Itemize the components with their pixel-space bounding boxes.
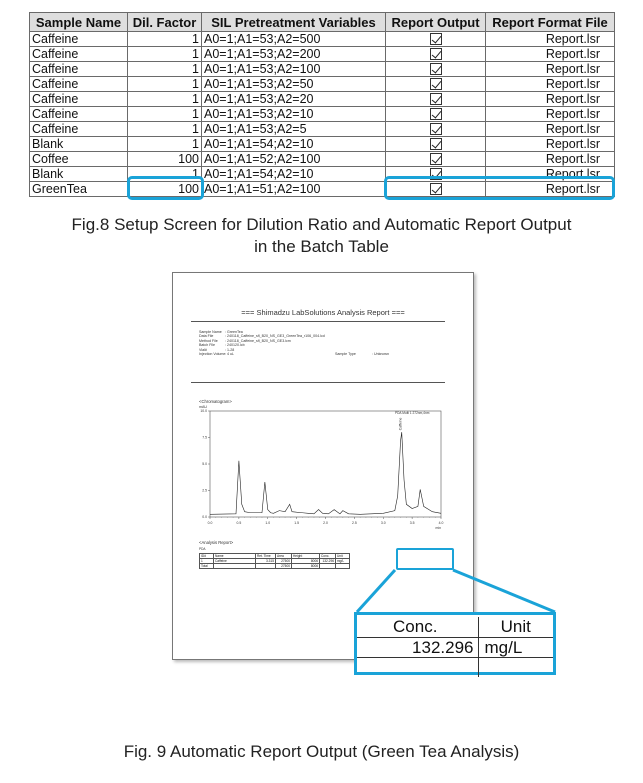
zoom-empty-cell bbox=[357, 657, 478, 677]
analysis-cell: 27500 bbox=[276, 564, 292, 569]
header-dil-factor: Dil. Factor bbox=[128, 13, 202, 32]
sample-name-cell[interactable]: Caffeine bbox=[30, 107, 128, 122]
analysis-cell: mg/L bbox=[336, 559, 350, 564]
dil-factor-cell[interactable]: 1 bbox=[128, 167, 202, 182]
zoom-unit-value: mg/L bbox=[478, 637, 553, 657]
x-tick-label: 1.5 bbox=[294, 521, 299, 525]
x-tick-label: 2.0 bbox=[323, 521, 328, 525]
dil-factor-cell[interactable]: 1 bbox=[128, 62, 202, 77]
metadata-key: Injection Volume bbox=[199, 352, 226, 357]
x-tick-label: 3.0 bbox=[380, 521, 386, 525]
sil-variables-cell[interactable]: A0=1;A1=54;A2=10 bbox=[202, 167, 386, 182]
sil-variables-cell[interactable]: A0=1;A1=53;A2=10 bbox=[202, 107, 386, 122]
y-unit-label: mAU bbox=[199, 405, 207, 409]
y-tick-label: 5.0 bbox=[202, 462, 207, 467]
metadata-key: Batch File bbox=[199, 343, 215, 348]
x-tick-label: 2.5 bbox=[352, 521, 357, 525]
metadata-value: : 240118_Caffeine_sfl_B20_NS_GE3_GreenTea_r106_004.lcd bbox=[225, 334, 325, 339]
sample-name-cell[interactable]: Blank bbox=[30, 137, 128, 152]
analysis-cell: Unit bbox=[336, 554, 350, 559]
report-title: === Shimadzu LabSolutions Analysis Report === bbox=[241, 308, 405, 317]
metadata-value: : GreenTea bbox=[225, 330, 243, 334]
sample-name-cell[interactable]: Caffeine bbox=[30, 47, 128, 62]
header-sil-variables: SIL Pretreatment Variables bbox=[202, 13, 386, 32]
dil-factor-cell[interactable]: 1 bbox=[128, 92, 202, 107]
sample-name-cell[interactable]: Caffeine bbox=[30, 92, 128, 107]
x-tick-label: 4.0 bbox=[438, 521, 444, 525]
chromatogram-label: <Chromatogram> bbox=[199, 399, 232, 404]
zoom-conc-value: 132.296 bbox=[357, 637, 478, 657]
sample-name-cell[interactable]: Caffeine bbox=[30, 77, 128, 92]
analysis-cell: Area bbox=[276, 554, 292, 559]
metadata-value: : 240120.lcb bbox=[225, 343, 245, 348]
peak-label: Caffeine bbox=[398, 417, 403, 431]
analysis-cell: Conc. bbox=[320, 554, 336, 559]
y-tick-label: 2.5 bbox=[202, 488, 207, 493]
conc-unit-zoom-callout bbox=[354, 612, 556, 675]
report-format-cell[interactable]: Report.lsr bbox=[486, 62, 615, 77]
header-report-format: Report Format File bbox=[486, 13, 615, 32]
dil-factor-cell[interactable]: 1 bbox=[128, 77, 202, 92]
zoom-conc-header: Conc. bbox=[357, 617, 478, 637]
analysis-cell: 132.296 bbox=[320, 559, 336, 564]
sample-type-value: : Unknown bbox=[372, 352, 389, 356]
dil-factor-cell[interactable]: 100 bbox=[128, 182, 202, 197]
sample-name-cell[interactable]: Blank bbox=[30, 167, 128, 182]
sil-variables-cell[interactable]: A0=1;A1=53;A2=20 bbox=[202, 92, 386, 107]
dil-factor-cell[interactable]: 1 bbox=[128, 107, 202, 122]
x-unit-label: min bbox=[435, 526, 441, 530]
sil-variables-cell[interactable]: A0=1;A1=53;A2=100 bbox=[202, 62, 386, 77]
dil-factor-cell[interactable]: 1 bbox=[128, 137, 202, 152]
metadata-key: Data File bbox=[199, 334, 214, 339]
analysis-cell: Name bbox=[214, 554, 256, 559]
sil-variables-cell[interactable]: A0=1;A1=54;A2=10 bbox=[202, 137, 386, 152]
report-format-cell[interactable]: Report.lsr bbox=[486, 167, 615, 182]
report-format-cell[interactable]: Report.lsr bbox=[486, 182, 615, 197]
sample-name-cell[interactable]: Coffee bbox=[30, 152, 128, 167]
sample-name-cell[interactable]: Caffeine bbox=[30, 122, 128, 137]
report-format-cell[interactable]: Report.lsr bbox=[486, 122, 615, 137]
zoom-unit-header: Unit bbox=[500, 617, 531, 637]
dil-factor-cell[interactable]: 1 bbox=[128, 122, 202, 137]
sil-variables-cell[interactable]: A0=1;A1=52;A2=100 bbox=[202, 152, 386, 167]
header-report-output: Report Output bbox=[386, 13, 486, 32]
dil-factor-cell[interactable]: 1 bbox=[128, 47, 202, 62]
y-tick-label: 10.0 bbox=[200, 409, 207, 414]
figure-9-caption: Fig. 9 Automatic Report Output (Green Tea Analysis) bbox=[123, 742, 520, 761]
analysis-cell: 1 bbox=[200, 559, 214, 564]
metadata-key: Sample Name bbox=[199, 330, 222, 334]
report-format-cell[interactable]: Report.lsr bbox=[486, 107, 615, 122]
analysis-cell: Caffeine bbox=[214, 559, 256, 564]
sil-variables-cell[interactable]: A0=1;A1=53;A2=500 bbox=[202, 32, 386, 47]
sample-name-cell[interactable]: GreenTea bbox=[30, 182, 128, 197]
sample-name-cell[interactable]: Caffeine bbox=[30, 62, 128, 77]
sample-type-label: Sample Type bbox=[335, 352, 356, 356]
y-tick-label: 7.5 bbox=[202, 435, 207, 440]
analysis-cell: 8006 bbox=[292, 564, 320, 569]
sil-variables-cell[interactable]: A0=1;A1=53;A2=5 bbox=[202, 122, 386, 137]
zoomed-result-table bbox=[357, 617, 553, 677]
report-format-cell[interactable]: Report.lsr bbox=[486, 47, 615, 62]
metadata-key: Method File bbox=[199, 338, 218, 343]
x-tick-label: 0.0 bbox=[207, 521, 213, 525]
metadata-value: : 1-28 bbox=[225, 347, 235, 352]
analysis-cell: Height bbox=[292, 554, 320, 559]
report-format-cell[interactable]: Report.lsr bbox=[486, 152, 615, 167]
sample-name-cell[interactable]: Caffeine bbox=[30, 32, 128, 47]
figure-8-caption-line1: Fig.8 Setup Screen for Dilution Ratio and Automatic Report Output bbox=[71, 215, 572, 234]
analysis-cell: ID# bbox=[200, 554, 214, 559]
report-format-cell[interactable]: Report.lsr bbox=[486, 137, 615, 152]
report-format-cell[interactable]: Report.lsr bbox=[486, 77, 615, 92]
metadata-value: : 4 uL bbox=[225, 352, 234, 357]
sil-variables-cell[interactable]: A0=1;A1=51;A2=100 bbox=[202, 182, 386, 197]
analysis-cell: Ret. Time bbox=[256, 554, 276, 559]
dil-factor-cell[interactable]: 1 bbox=[128, 32, 202, 47]
metadata-key: Vial# bbox=[199, 347, 207, 352]
analysis-cell: 27500 bbox=[276, 559, 292, 564]
sil-variables-cell[interactable]: A0=1;A1=53;A2=50 bbox=[202, 77, 386, 92]
analysis-cell: 3.315 bbox=[256, 559, 276, 564]
analysis-report-label: <Analysis Report> bbox=[199, 540, 234, 545]
zoom-empty-cell bbox=[478, 657, 553, 677]
figure-8-caption-line2: in the Batch Table bbox=[254, 237, 389, 256]
analysis-cell: Total bbox=[200, 564, 214, 569]
report-format-cell[interactable]: Report.lsr bbox=[486, 32, 615, 47]
header-sample-name: Sample Name bbox=[30, 13, 128, 32]
sil-variables-cell[interactable]: A0=1;A1=53;A2=200 bbox=[202, 47, 386, 62]
x-tick-label: 3.5 bbox=[409, 521, 415, 525]
pda-label: PDA bbox=[199, 547, 206, 551]
report-format-cell[interactable]: Report.lsr bbox=[486, 92, 615, 107]
x-tick-label: 0.5 bbox=[236, 521, 242, 525]
analysis-cell: 8006 bbox=[292, 559, 320, 564]
detector-label: PDA Multi 1 272nm,4nm bbox=[395, 411, 430, 415]
dil-factor-cell[interactable]: 100 bbox=[128, 152, 202, 167]
metadata-value: : 240118_Caffeine_sfl_B20_NS_GE3.lcm bbox=[225, 338, 291, 343]
x-tick-label: 1.0 bbox=[265, 521, 271, 525]
y-tick-label: 0.0 bbox=[202, 515, 207, 520]
